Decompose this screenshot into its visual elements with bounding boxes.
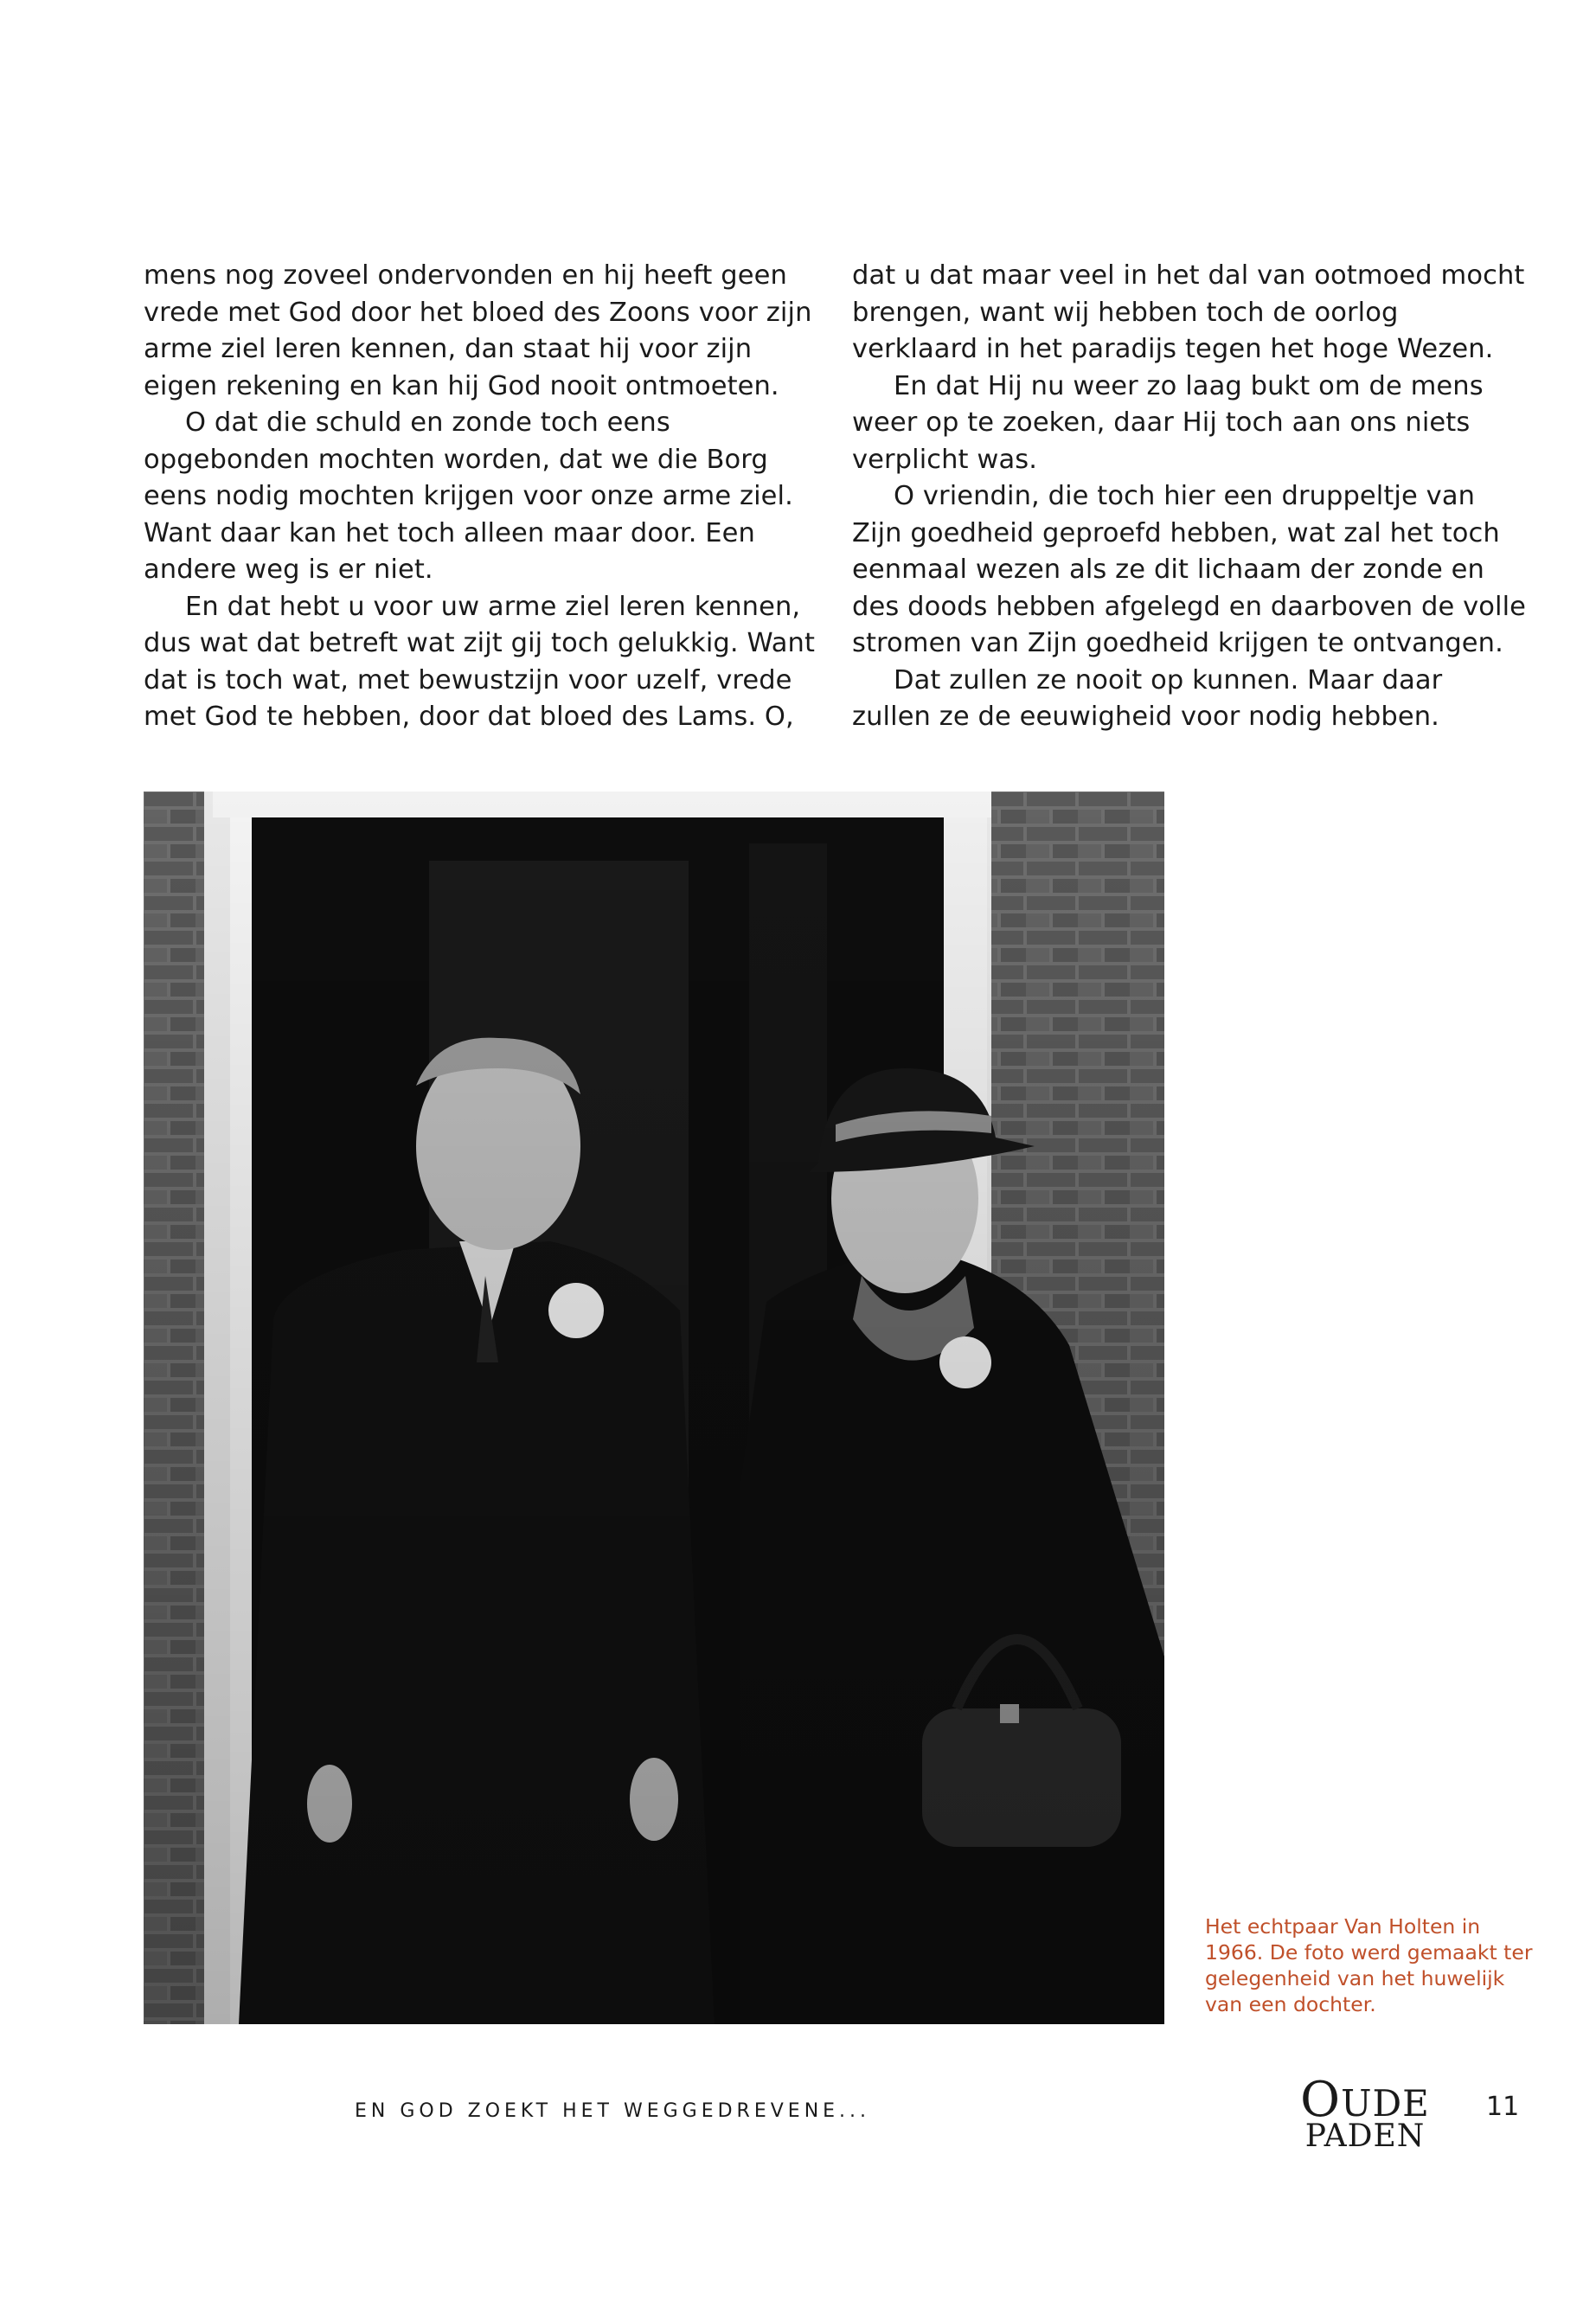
article-column-left	[144, 258, 818, 736]
paragraph: O vriendin, die toch hier een druppeltje van Zijn goedheid geproefd hebben, wat zal het toch eenmaal wezen als ze dit lichaam der zonde en des doods hebben afgelegd en daarboven de volle stromen van Zijn goedheid krijgen te ontvangen.	[852, 481, 1527, 658]
paragraph: mens nog zoveel ondervonden en hij heeft geen vrede met God door het bloed des Zoons voor zijn arme ziel leren kennen, dan staat hij voor zijn eigen rekening en kan hij God nooit ontmoeten.	[144, 260, 812, 401]
running-title: EN GOD ZOEKT HET WEGGEDREVENE...	[355, 2100, 871, 2122]
article-column-right	[852, 258, 1527, 736]
photo-caption: Het echtpaar Van Holten in 1966. De foto werd gemaakt ter gelegenheid van het huwelijk van een dochter.	[1205, 1914, 1533, 2016]
couple-photo	[144, 792, 1164, 2024]
page-number: 11	[1486, 2092, 1520, 2122]
paragraph: O dat die schuld en zonde toch eens opgebonden mochten worden, dat we die Borg eens nodig mochten krijgen voor onze arme ziel. Want daar kan het toch alleen maar door. Een andere weg is er niet.	[144, 407, 793, 585]
oude-paden-logo	[1296, 2072, 1434, 2154]
paragraph: dat u dat maar veel in het dal van ootmoed mocht brengen, want wij hebben toch de oorlog verklaard in het paradijs tegen het hoge Wezen.	[852, 260, 1525, 364]
logo-line2: PADEN	[1304, 2118, 1426, 2154]
logo-initial: O	[1300, 2072, 1342, 2128]
paragraph: Dat zullen ze nooit op kunnen. Maar daar zullen ze de eeuwigheid voor nodig hebben.	[852, 664, 1443, 732]
logo-line1-rest: UDE	[1341, 2082, 1430, 2125]
paragraph: En dat hebt u voor uw arme ziel leren kennen, dus wat dat betreft wat zijt gij toch gelukkig. Want dat is toch wat, met bewustzijn voor uzelf, vrede met God te hebben, door dat bloed des Lams. O,	[144, 591, 816, 732]
paragraph: En dat Hij nu weer zo laag bukt om de mens weer op te zoeken, daar Hij toch aan ons niets verplicht was.	[852, 370, 1484, 475]
